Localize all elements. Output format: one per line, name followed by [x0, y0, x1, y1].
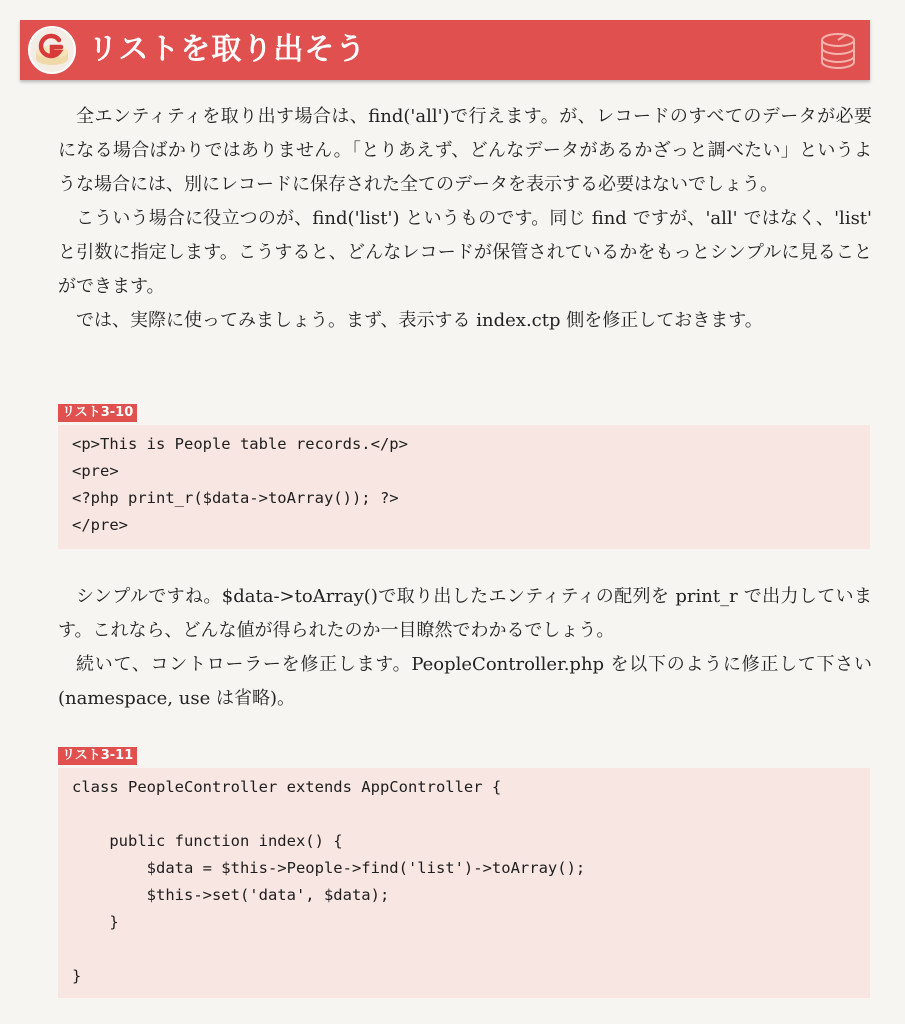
listing-label: リスト3-10 [58, 404, 137, 422]
section-title: リストを取り出そう [88, 32, 367, 67]
code-listing [58, 768, 870, 998]
intro-paragraph-1: 全エンティティを取り出す場合は、find('all')で行えます。が、レコードのすべてのデータが必要になる場合ばかりではありません。「とりあえず、どんなデータがあるかざっと調べたい」というような場合には、別にレコードに保存された全てのデータを表示する必要はないでしょう。 [58, 106, 872, 195]
cakephp-logo-icon [28, 26, 76, 74]
intro-paragraph-2: こういう場合に役立つのが、find('list') というものです。同じ find ですが、'all' ではなく、'list' と引数に指定します。こうすると、どんなレコードが保管されているかをもっとシンプルに見ることができます。 [58, 208, 872, 297]
cake-icon [816, 28, 860, 72]
code-line: $data = $this->People->find('list')->toArray(); [72, 859, 586, 877]
listing-label: リスト3-11 [58, 747, 137, 765]
code-line: $this->set('data', $data); [72, 886, 390, 904]
code-line: } [72, 913, 119, 931]
code-line: <pre> [72, 462, 119, 480]
code-line: public function index() { [72, 832, 343, 850]
middle-paragraph-2: 続いて、コントローラーを修正します。PeopleController.php を以下のように修正して下さい(namespace, use は省略)。 [58, 654, 872, 709]
code-line: class PeopleController extends AppController { [72, 778, 502, 796]
code-line: } [72, 967, 82, 985]
intro-text [58, 100, 872, 338]
section-header [20, 20, 870, 80]
code-listing [58, 425, 870, 549]
code-line: </pre> [72, 516, 128, 534]
code-line [72, 936, 856, 963]
middle-paragraph-1: シンプルですね。$data->toArray()で取り出したエンティティの配列を print_r で出力しています。これなら、どんな値が得られたのか一目瞭然でわかるでしょう。 [58, 586, 872, 641]
code-line: <p>This is People table records.</p> [72, 435, 408, 453]
code-line: <?php print_r($data->toArray()); ?> [72, 489, 399, 507]
intro-paragraph-3: では、実際に使ってみましょう。まず、表示する index.ctp 側を修正しておきます。 [76, 310, 763, 331]
middle-text [58, 580, 872, 716]
code-line [72, 801, 856, 828]
